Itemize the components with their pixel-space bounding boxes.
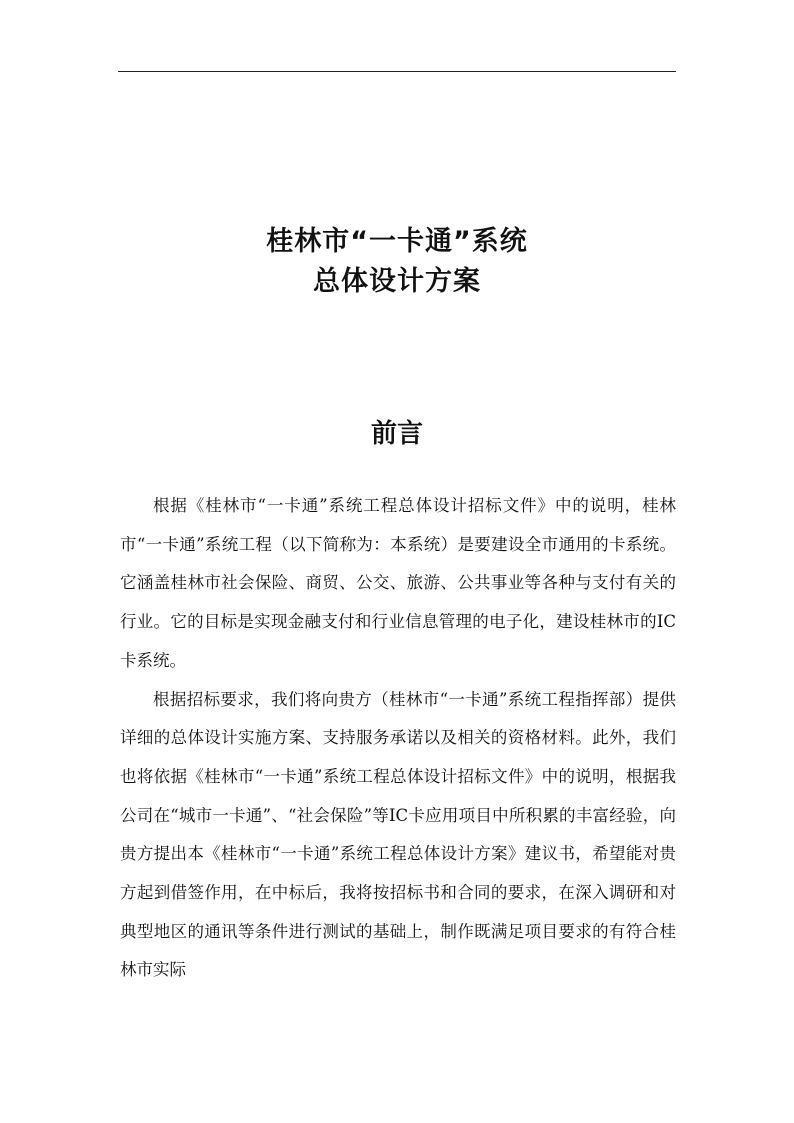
header-rule <box>118 71 676 72</box>
section-heading-preface: 前言 <box>370 419 423 449</box>
title-line-1: 桂林市“一卡通”系统 <box>266 226 528 257</box>
body-text <box>120 487 676 990</box>
title-line-2: 总体设计方案 <box>313 266 481 297</box>
document-title <box>118 222 676 302</box>
paragraph-2: 根据招标要求，我们将向贵方（桂林市“一卡通”系统工程指挥部）提供详细的总体设计实施方案、支持服务承诺以及相关的资格材料。此外，我们也将依据《桂林市“一卡通”系统工程总体设计招标文件》中的说明，根据我公司在“城市一卡通”、“社会保险”等IC卡应用项目中所积累的丰富经验，向贵方提出本《桂林市“一卡通”系统工程总体设计方案》建议书，希望能对贵方起到借签作用，在中标后，我将按招标书和合同的要求，在深入调研和对典型地区的通讯等条件进行测试的基础上，制作既满足项目要求的有符合桂林市实际 <box>120 689 676 980</box>
paragraph-1: 根据《桂林市“一卡通”系统工程总体设计招标文件》中的说明，桂林市“一卡通”系统工程（以下简称为：本系统）是要建设全市通用的卡系统。它涵盖桂林市社会保险、商贸、公交、旅游、公共事业等各种与支付有关的行业。它的目标是实现金融支付和行业信息管理的电子化，建设桂林市的IC卡系统。 <box>120 496 676 670</box>
